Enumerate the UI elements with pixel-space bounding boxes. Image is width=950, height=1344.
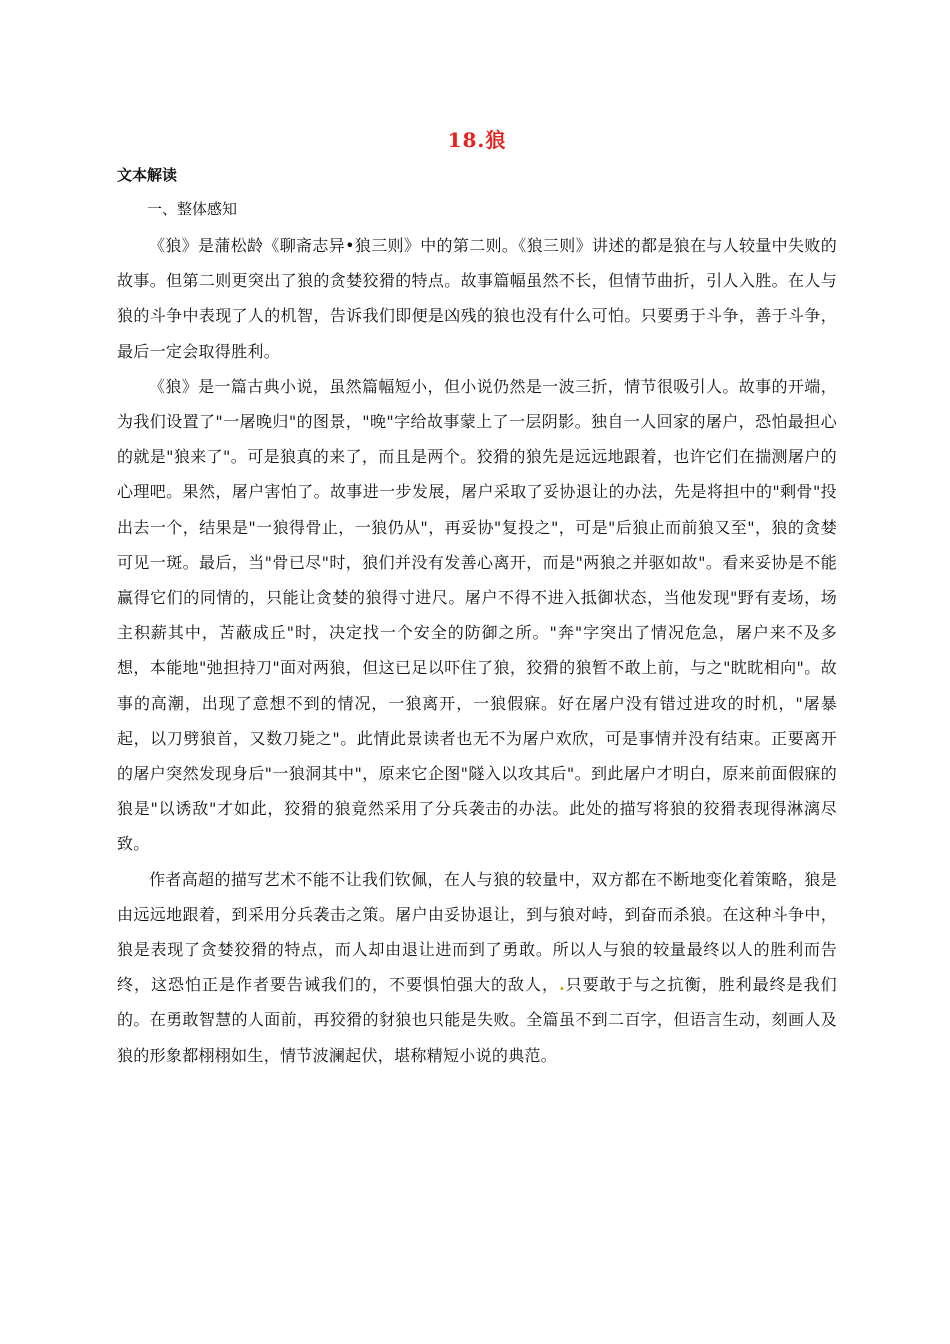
stray-dot-mark: . <box>559 975 565 995</box>
paragraph-3-part-2: 只要敢于与之抗衡，胜利最终是我们的。在勇敢智慧的人面前，再狡猾的豺狼也只能是失败。全篇虽不到二百字，但语言生动，刻画人及狼的形象都栩栩如生，情节波澜起伏，堪称精短小说的典范。 <box>117 975 837 1065</box>
document-body <box>117 228 837 1073</box>
document-title: 18.狼 <box>447 128 507 152</box>
subsection-heading: 一、整体感知 <box>147 200 238 218</box>
section-heading: 文本解读 <box>117 166 178 184</box>
paragraph-3 <box>117 862 837 1073</box>
paragraph-2: 《狼》是一篇古典小说，虽然篇幅短小，但小说仍然是一波三折，情节很吸引人。故事的开端，为我们设置了"一屠晚归"的图景，"晚"字给故事蒙上了一层阴影。独自一人回家的屠户，恐怕最担心的就是"狼来了"。可是狼真的来了，而且是两个。狡猾的狼先是远远地跟着，也许它们在揣测屠户的心理吧。果然，屠户害怕了。故事进一步发展，屠户采取了妥协退让的办法，先是将担中的"剩骨"投出去一个，结果是"一狼得骨止，一狼仍从"，再妥协"复投之"，可是"后狼止而前狼又至"，狼的贪婪可见一斑。最后，当"骨已尽"时，狼们并没有发善心离开，而是"两狼之并驱如故"。看来妥协是不能赢得它们的同情的，只能让贪婪的狼得寸进尺。屠户不得不进入抵御状态，当他发现"野有麦场，场主积薪其中，苫蔽成丘"时，决定找一个安全的防御之所。"奔"字突出了情况危急，屠户来不及多想，本能地"弛担持刀"面对两狼，但这已足以吓住了狼，狡猾的狼暂不敢上前，与之"眈眈相向"。故事的高潮，出现了意想不到的情况，一狼离开，一狼假寐。好在屠户没有错过进攻的时机，"屠暴起，以刀劈狼首，又数刀毙之"。此情此景读者也无不为屠户欢欣，可是事情并没有结束。正要离开的屠户突然发现身后"一狼洞其中"，原来它企图"隧入以攻其后"。到此屠户才明白，原来前面假寐的狼是"以诱敌"才如此，狡猾的狼竟然采用了分兵袭击的办法。此处的描写将狼的狡猾表现得淋漓尽致。 <box>117 376 837 854</box>
paragraph-1: 《狼》是蒲松龄《聊斋志异•狼三则》中的第二则。《狼三则》讲述的都是狼在与人较量中失败的故事。但第二则更突出了狼的贪婪狡猾的特点。故事篇幅虽然不长，但情节曲折，引人入胜。在人与狼的斗争中表现了人的机智，告诉我们即便是凶残的狼也没有什么可怕。只要勇于斗争，善于斗争，最后一定会取得胜利。 <box>117 236 837 361</box>
paragraph-3-part-1: 作者高超的描写艺术不能不让我们钦佩，在人与狼的较量中，双方都在不断地变化着策略，狼是由远远地跟着，到采用分兵袭击之策。屠户由妥协退让，到与狼对峙，到奋而杀狼。在这种斗争中，狼是表现了贪婪狡猾的特点，而人却由退让进而到了勇敢。所以人与狼的较量最终以人的胜利而告终，这恐怕正是作者要告诫我们的，不要惧怕强大的敌人， <box>117 869 837 995</box>
